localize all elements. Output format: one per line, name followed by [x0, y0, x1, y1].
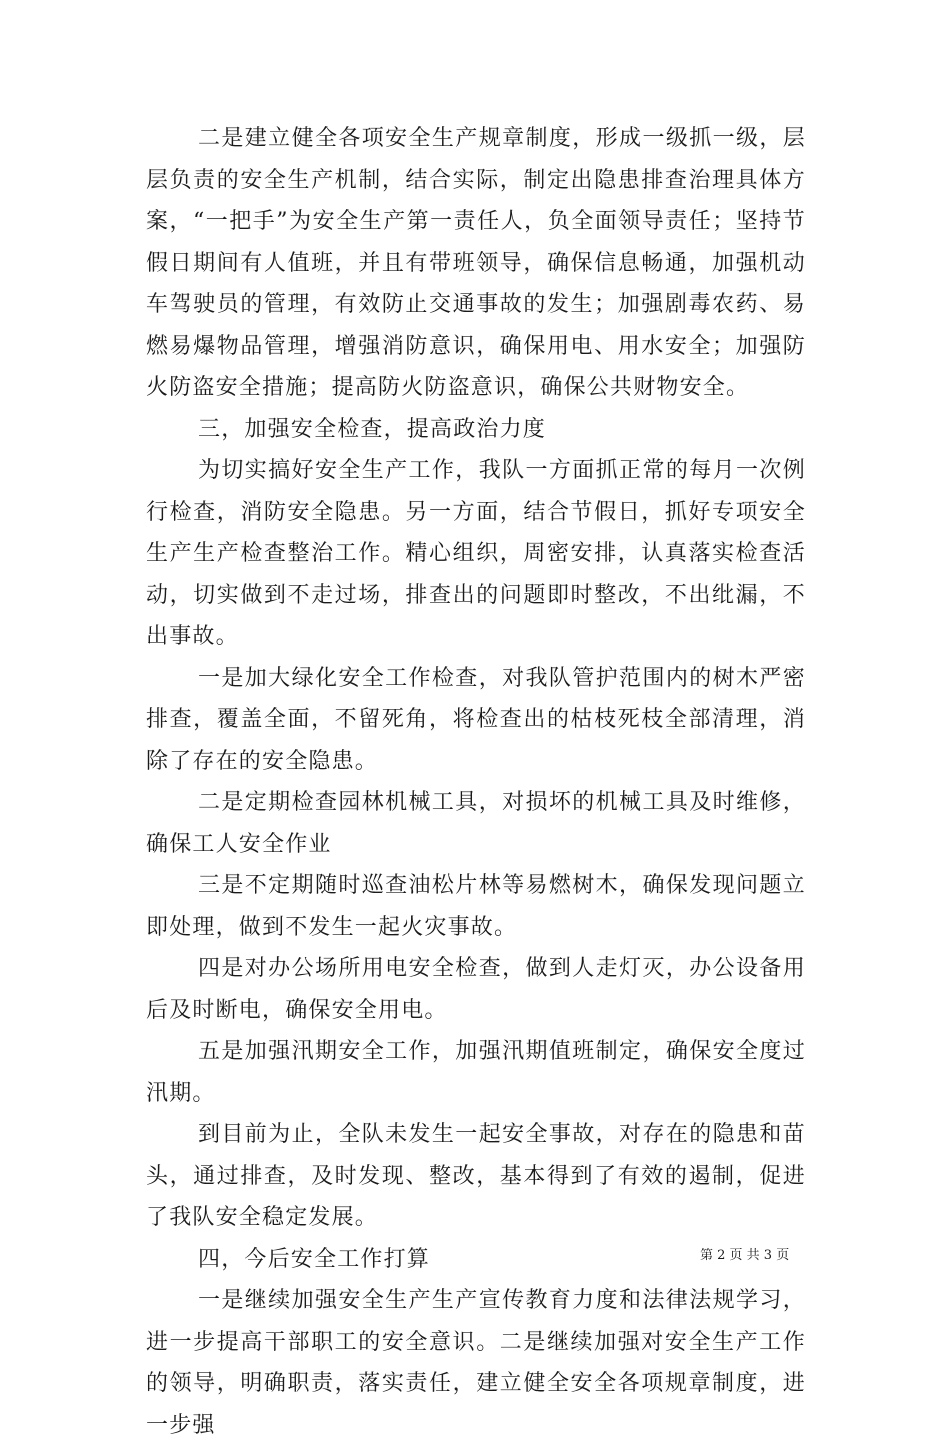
- section-heading-future-plans: 四，今后安全工作打算: [198, 1246, 431, 1272]
- paragraph-future-plans: 一是继续加强安全生产生产宣传教育力度和法律法规学习，进一步提高干部职工的安全意识。二是继续加强对安全生产工作的领导，明确职责，落实责任，建立健全安全各项规章制度，进一步强: [146, 1288, 806, 1438]
- paragraph-flood-season: 五是加强汛期安全工作，加强汛期值班制定，确保安全度过汛期。: [146, 1039, 806, 1106]
- paragraph-greening-check: 一是加大绿化安全工作检查，对我队管护范围内的树木严密排查，覆盖全面，不留死角，将检查出的枯枝死枝全部清理，消除了存在的安全隐患。: [146, 665, 806, 774]
- page-number-footer: [700, 1247, 840, 1265]
- page-number-label: 第 2 页 共 3 页: [700, 1248, 790, 1263]
- paragraph-office-electricity: 四是对办公场所用电安全检查，做到人走灯灭，办公设备用后及时断电，确保安全用电。: [146, 956, 806, 1023]
- section-heading-inspection: 三，加强安全检查，提高政治力度: [198, 416, 547, 442]
- paragraph-inspection-overview: 为切实搞好安全生产工作，我队一方面抓正常的每月一次例行检查，消防安全隐患。另一方面，结合节假日，抓好专项安全生产生产检查整治工作。精心组织，周密安排，认真落实检查活动，切实做到不走过场，排查出的问题即时整改，不出纰漏，不出事故。: [146, 458, 806, 649]
- paragraph-rules-system: 二是建立健全各项安全生产规章制度，形成一级抓一级，层层负责的安全生产机制，结合实际，制定出隐患排查治理具体方案，“一把手”为安全生产第一责任人，负全面领导责任；坚持节假日期间有人值班，并且有带班领导，确保信息畅通，加强机动车驾驶员的管理，有效防止交通事故的发生；加强剧毒农药、易燃易爆物品管理，增强消防意识，确保用电、用水安全；加强防火防盗安全措施；提高防火防盗意识，确保公共财物安全。: [146, 126, 806, 400]
- paragraph-fire-patrol: 三是不定期随时巡查油松片林等易燃树木，确保发现问题立即处理，做到不发生一起火灾事故。: [146, 873, 806, 940]
- paragraph-machinery-check: 二是定期检查园林机械工具，对损坏的机械工具及时维修，确保工人安全作业: [146, 790, 806, 857]
- paragraph-results-summary: 到目前为止，全队未发生一起安全事故，对存在的隐患和苗头，通过排查，及时发现、整改，基本得到了有效的遏制，促进了我队安全稳定发展。: [146, 1122, 806, 1230]
